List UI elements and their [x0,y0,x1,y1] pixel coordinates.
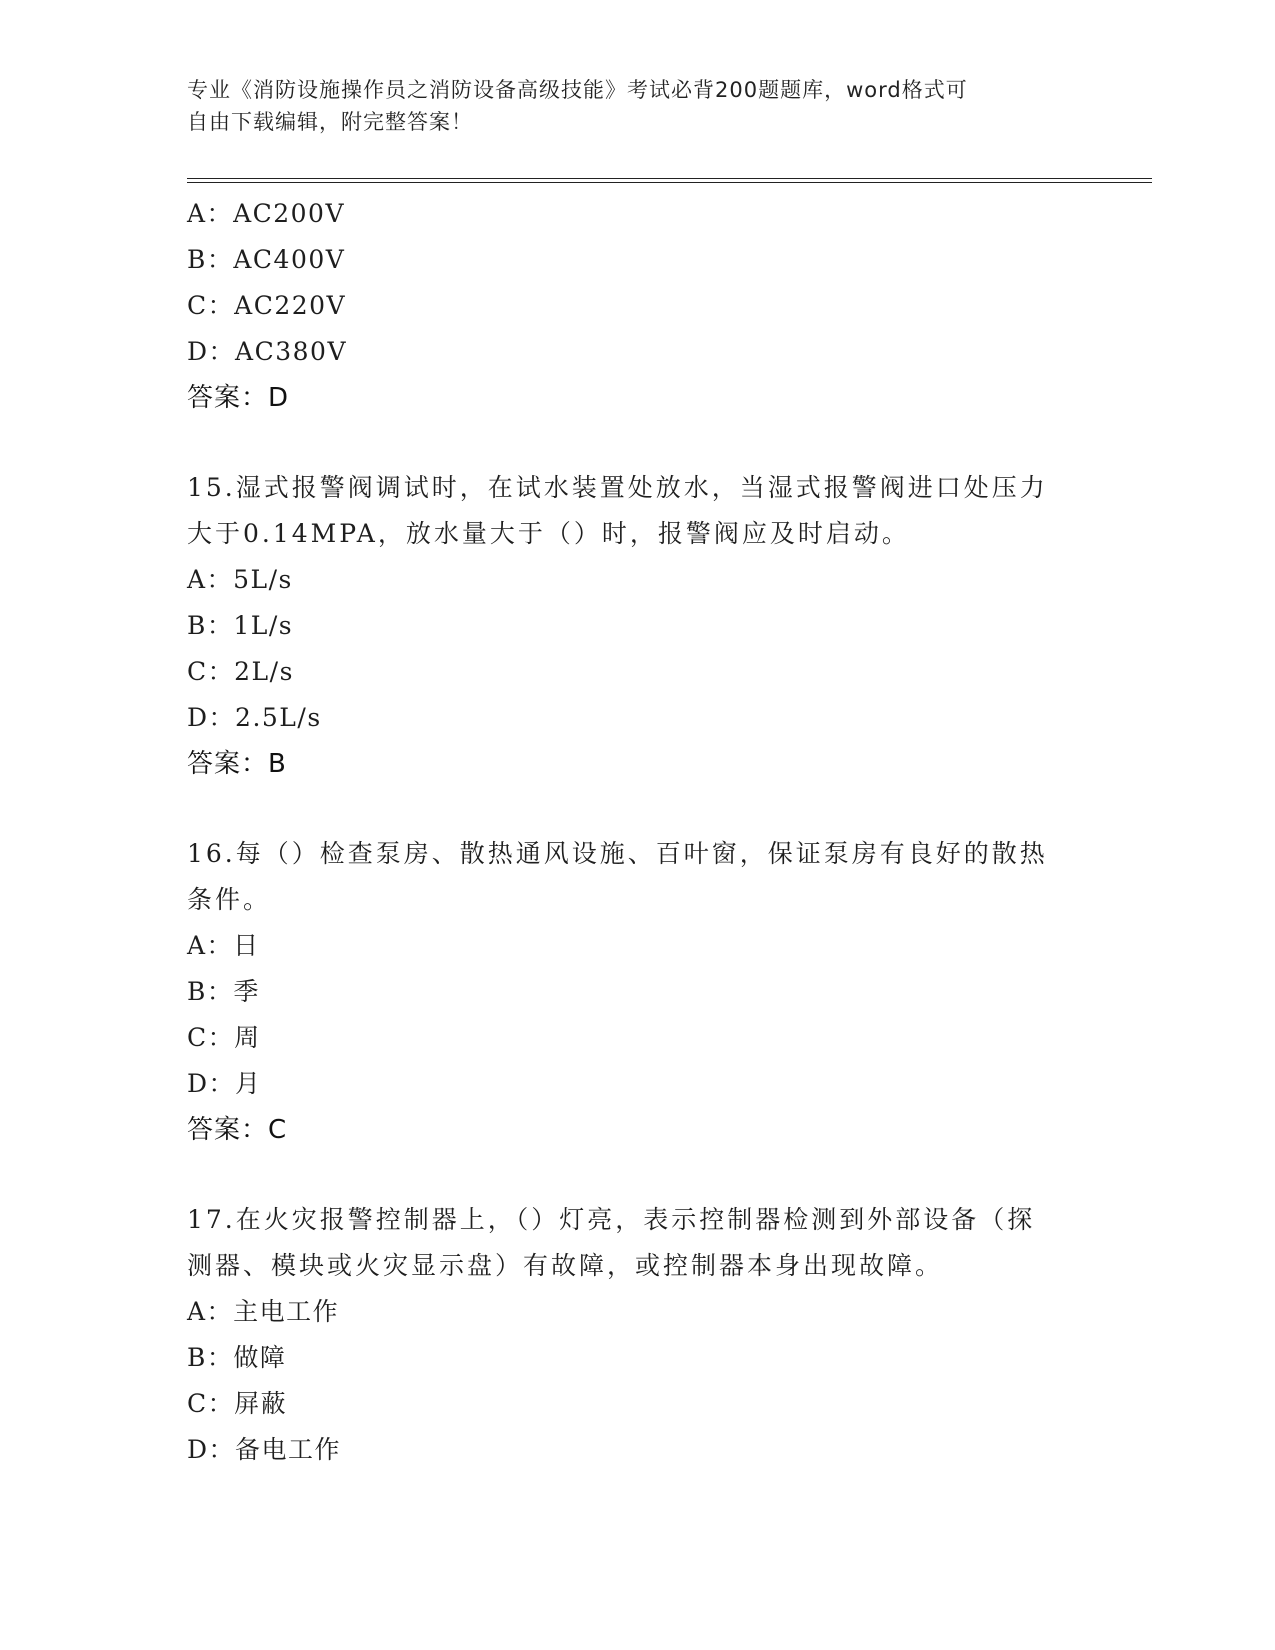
option-text: 备电工作 [235,1435,342,1464]
option-b [187,603,1087,649]
question-stem [187,465,1087,557]
option-text: 2L/s [234,657,294,686]
option-text: 做障 [233,1343,287,1372]
option-label: A： [187,1297,234,1326]
header-line-2: 自由下载编辑，附完整答案！ [187,110,473,134]
option-label: D： [187,703,236,732]
option-label: D： [187,337,236,366]
option-text: 日 [233,931,260,960]
stem-line: 15.湿式报警阀调试时，在试水装置处放水，当湿式报警阀进口处压力 [187,473,1048,502]
option-text: AC380V [235,337,348,366]
option-text: 周 [234,1023,261,1052]
stem-line: 17.在火灾报警控制器上，（）灯亮，表示控制器检测到外部设备（探 [187,1205,1036,1234]
option-b [187,969,1087,1015]
option-d [187,695,1087,741]
option-b [187,237,1087,283]
option-label: D： [187,1069,236,1098]
stem-line: 条件。 [187,885,272,914]
option-label: B： [187,611,234,640]
answer-line: 答案：C [187,1115,288,1145]
option-c [187,649,1087,695]
option-a [187,557,1087,603]
option-text: 1L/s [233,611,294,640]
header-divider-top [187,178,1152,179]
answer-line: 答案：D [187,383,290,413]
option-label: B： [187,977,234,1006]
question-content [187,191,1087,1473]
option-d [187,1427,1087,1473]
option-label: D： [187,1435,236,1464]
option-c [187,1381,1087,1427]
partial-question [187,191,1087,421]
option-text: 5L/s [233,565,293,594]
option-label: C： [187,1023,235,1052]
option-label: A： [187,199,234,228]
option-label: C： [187,291,235,320]
option-text: AC200V [233,199,346,228]
question-stem [187,831,1087,923]
answer-line: 答案：B [187,749,287,779]
option-a [187,191,1087,237]
option-text: 2.5L/s [235,703,322,732]
question-stem [187,1197,1087,1289]
option-text: 屏蔽 [234,1389,288,1418]
option-b [187,1335,1087,1381]
option-d [187,1061,1087,1107]
option-label: B： [187,245,234,274]
header-divider-bottom [187,182,1152,183]
option-c [187,1015,1087,1061]
question-15 [187,465,1087,787]
stem-line: 16.每（）检查泵房、散热通风设施、百叶窗，保证泵房有良好的散热 [187,839,1048,868]
option-c [187,283,1087,329]
question-17 [187,1197,1087,1473]
option-text: 月 [235,1069,262,1098]
option-d [187,329,1087,375]
option-a [187,923,1087,969]
option-text: 主电工作 [233,1297,340,1326]
option-label: C： [187,1389,235,1418]
option-text: AC220V [234,291,347,320]
option-label: A： [187,931,234,960]
header-line-1: 专业《消防设施操作员之消防设备高级技能》考试必背200题题库，word格式可 [187,78,968,102]
option-label: C： [187,657,235,686]
option-text: 季 [233,977,260,1006]
option-label: B： [187,1343,234,1372]
option-a [187,1289,1087,1335]
stem-line: 大于0.14MPA，放水量大于（）时，报警阀应及时启动。 [187,519,910,548]
question-16 [187,831,1087,1153]
option-label: A： [187,565,234,594]
document-header [187,74,1067,138]
option-text: AC400V [233,245,346,274]
stem-line: 测器、模块或火灾显示盘）有故障，或控制器本身出现故障。 [187,1251,944,1280]
